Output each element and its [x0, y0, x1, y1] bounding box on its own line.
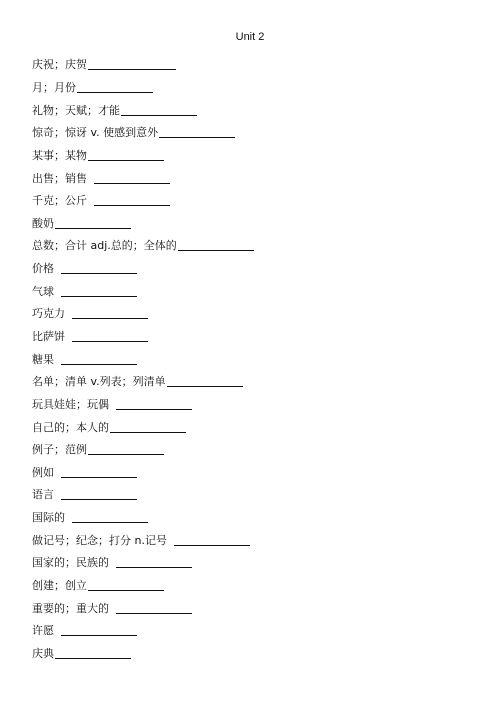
- vocab-item: [32, 144, 472, 167]
- vocab-item: [32, 302, 472, 325]
- vocab-term: 语言: [32, 488, 54, 502]
- vocab-term: 创建；创立: [32, 579, 87, 593]
- answer-blank[interactable]: [61, 262, 137, 274]
- vocab-item: [32, 211, 472, 234]
- answer-blank[interactable]: [61, 466, 137, 478]
- vocab-term: 比萨饼: [32, 330, 65, 343]
- vocab-item: [32, 596, 472, 619]
- answer-blank[interactable]: [61, 285, 137, 297]
- answer-blank[interactable]: [94, 194, 170, 206]
- vocab-item: [32, 370, 472, 393]
- answer-blank[interactable]: [61, 488, 137, 500]
- vocab-item: [32, 257, 472, 280]
- vocab-term: 名单；清单 v.列表；列清单: [32, 375, 166, 389]
- answer-blank[interactable]: [116, 602, 192, 614]
- vocab-item: [32, 528, 472, 551]
- vocab-item: [32, 76, 472, 99]
- vocab-item: [32, 98, 472, 121]
- vocab-term: 重要的；重大的: [32, 601, 109, 615]
- vocab-term: 出售；销售: [32, 171, 87, 185]
- vocabulary-list: [32, 53, 472, 664]
- vocab-term: 月；月份: [32, 80, 76, 94]
- vocab-item: [32, 461, 472, 484]
- answer-blank[interactable]: [88, 149, 164, 161]
- answer-blank[interactable]: [77, 81, 153, 93]
- answer-blank[interactable]: [116, 398, 192, 410]
- vocab-term: 总数；合计 adj.总的；全体的: [32, 239, 177, 253]
- vocab-term: 酸奶: [32, 216, 54, 230]
- answer-blank[interactable]: [61, 624, 137, 636]
- answer-blank[interactable]: [159, 126, 235, 138]
- vocab-item: [32, 393, 472, 416]
- vocab-item: [32, 347, 472, 370]
- vocab-item: [32, 415, 472, 438]
- answer-blank[interactable]: [110, 421, 186, 433]
- answer-blank[interactable]: [94, 172, 170, 184]
- vocab-term: 庆祝；庆贺: [32, 58, 87, 72]
- answer-blank[interactable]: [55, 217, 131, 229]
- vocab-item: [32, 279, 472, 302]
- vocab-item: [32, 619, 472, 642]
- answer-blank[interactable]: [61, 353, 137, 365]
- vocab-term: 玩具娃娃；玩偶: [32, 397, 109, 411]
- answer-blank[interactable]: [116, 556, 192, 568]
- vocab-item: [32, 551, 472, 574]
- vocab-item: [32, 506, 472, 529]
- vocab-item: [32, 574, 472, 597]
- vocab-item: [32, 438, 472, 461]
- vocab-item: [32, 121, 472, 144]
- answer-blank[interactable]: [178, 239, 254, 251]
- vocab-item: [32, 53, 472, 76]
- vocab-item: [32, 483, 472, 506]
- vocab-term: 价格: [32, 262, 54, 276]
- vocab-term: 例子；范例: [32, 443, 87, 457]
- vocab-term: 某事；某物: [32, 148, 87, 162]
- vocab-term: 许愿: [32, 624, 54, 638]
- vocab-term: 庆典: [32, 646, 54, 660]
- vocab-item: [32, 166, 472, 189]
- vocab-term: 礼物；天赋；才能: [32, 103, 120, 117]
- vocab-item: [32, 642, 472, 665]
- answer-blank[interactable]: [88, 58, 176, 70]
- vocab-item: [32, 234, 472, 257]
- answer-blank[interactable]: [88, 579, 164, 591]
- vocab-term: 国家的；民族的: [32, 556, 109, 570]
- page-title: Unit 2: [235, 31, 265, 43]
- answer-blank[interactable]: [121, 104, 197, 116]
- answer-blank[interactable]: [88, 443, 164, 455]
- vocab-item: [32, 189, 472, 212]
- answer-blank[interactable]: [167, 375, 243, 387]
- vocab-term: 气球: [32, 284, 54, 298]
- answer-blank[interactable]: [55, 647, 131, 659]
- vocab-term: 做记号；纪念；打分 n.记号: [32, 533, 167, 547]
- vocab-term: 千克；公斤: [32, 194, 87, 208]
- answer-blank[interactable]: [72, 511, 148, 523]
- vocab-term: 国际的: [32, 511, 65, 525]
- answer-blank[interactable]: [72, 330, 148, 342]
- vocab-term: 巧克力: [32, 307, 65, 321]
- vocab-term: 例如: [32, 465, 54, 479]
- vocab-term: 自己的；本人的: [32, 420, 109, 434]
- answer-blank[interactable]: [72, 307, 148, 319]
- vocab-term: 糖果: [32, 352, 54, 366]
- vocab-term: 惊奇；惊讶 v. 使感到意外: [32, 126, 159, 140]
- vocab-item: [32, 325, 472, 348]
- answer-blank[interactable]: [174, 534, 250, 546]
